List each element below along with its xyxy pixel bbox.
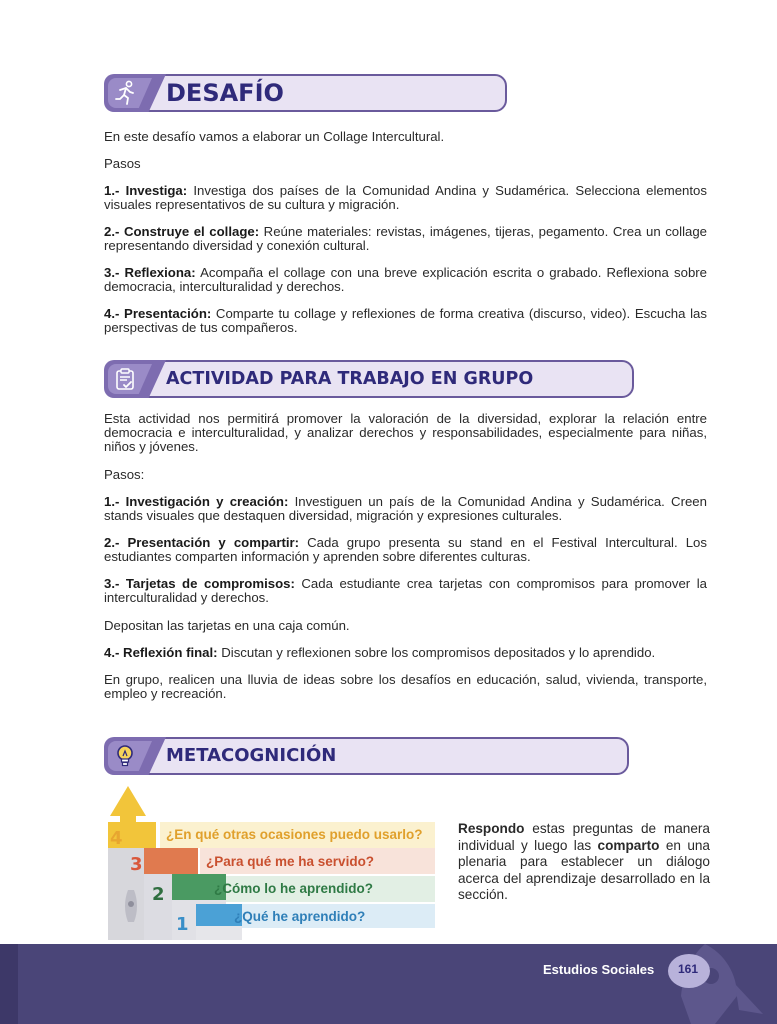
page-footer [0,944,777,1024]
desafio-step [104,225,707,253]
step-text: Cada estudiante crea tarjetas con compromisos para promover la interculturalidad y derechos. [104,576,707,605]
step-label: 1.- Investigación y creación: [104,494,289,509]
step-text: Discutan y reflexionen sobre los compromisos depositados y lo aprendido. [217,645,656,660]
section-title: METACOGNICIÓN [166,745,337,766]
step-label: 2.- Presentación y compartir: [104,535,300,550]
desafio-step [104,307,707,335]
stair-question: ¿En qué otras ocasiones puedo usarlo? [166,827,423,842]
metacognition-instructions [458,821,710,904]
comparto-bold: comparto [597,837,660,853]
step-text: Investiga dos países de la Comunidad Andina y Sudamérica. Selecciona elementos visuales representativos de su cultura y migración. [104,183,707,212]
stair-number: 2 [152,884,165,905]
metacognition-stairs [100,780,435,940]
footer-edge [0,944,18,1024]
metacognicion-banner [104,737,629,775]
step-label: 3.- Tarjetas de compromisos: [104,576,295,591]
step-label: 4.- Presentación: [104,306,212,321]
desafio-steps-label: Pasos [104,156,141,171]
section-title: ACTIVIDAD PARA TRABAJO EN GRUPO [166,369,534,389]
section-title: DESAFÍO [166,79,284,107]
meta-text-b: en una plenaria para establecer un diálogo acerca del aprendizaje desarrollado en la sección. [458,837,710,902]
meta-text-a: estas preguntas de manera individual y luego las [458,821,710,853]
grupo-final-step [104,646,707,660]
stair-number: 4 [110,828,123,849]
grupo-intro: Esta actividad nos permitirá promover la valoración de la diversidad, explorar la relación entre democracia e interculturalidad, y analizar derechos y responsabilidades, especialmente para niñas, niños y jóvenes. [104,411,707,454]
step-text: Cada grupo presenta su stand en el Festival Intercultural. Los estudiantes comparten información y aprenden sobre diferentes culturas. [104,535,707,564]
subject-name: Estudios Sociales [543,962,655,977]
grupo-step [104,495,707,523]
grupo-step [104,577,707,605]
clipboard-check-icon [112,366,138,392]
grupo-deposit: Depositan las tarjetas en una caja común. [104,618,350,633]
desafio-banner [104,74,507,112]
page-number: 161 [677,962,699,976]
step-text: Acompaña el collage con una breve explicación escrita o grabado. Reflexiona sobre democracia, interculturalidad y derechos. [104,265,707,294]
respondo-bold: Respondo [458,821,525,836]
lightbulb-icon [112,743,138,769]
step-label: 3.- Reflexiona: [104,265,196,280]
desafio-step [104,184,707,212]
desafio-intro: En este desafío vamos a elaborar un Collage Intercultural. [104,129,445,144]
step-label: 1.- Investiga: [104,183,188,198]
rocket-icon [655,944,765,1024]
step-label: 2.- Construye el collage: [104,224,260,239]
step-text: Investiguen un país de la Comunidad Andina y Sudamérica. Creen stands visuales que destaquen diversidad, migración y expresiones culturales. [104,494,707,523]
stair-question: ¿Cómo lo he aprendido? [214,881,373,896]
step-label: 4.- Reflexión final: [104,645,218,660]
step-text: Reúne materiales: revistas, imágenes, tijeras, pegamento. Crea un collage representando diversidad y conexión cultural. [104,224,707,253]
grupo-closing: En grupo, realicen una lluvia de ideas sobre los desafíos en educación, salud, vivienda, transporte, empleo y recreación. [104,672,707,701]
step-text: Comparte tu collage y reflexiones de forma creativa (discurso, video). Escucha las perspectivas de tus compañeros. [104,306,707,335]
stair-question: ¿Qué he aprendido? [234,909,366,924]
grupo-steps-label: Pasos: [104,467,145,482]
stair-number: 3 [130,854,143,875]
grupo-banner [104,360,634,398]
runner-icon [112,80,138,106]
stair-question: ¿Para qué me ha servido? [206,854,375,869]
desafio-step [104,266,707,294]
stair-number: 1 [176,914,189,935]
grupo-step [104,536,707,564]
